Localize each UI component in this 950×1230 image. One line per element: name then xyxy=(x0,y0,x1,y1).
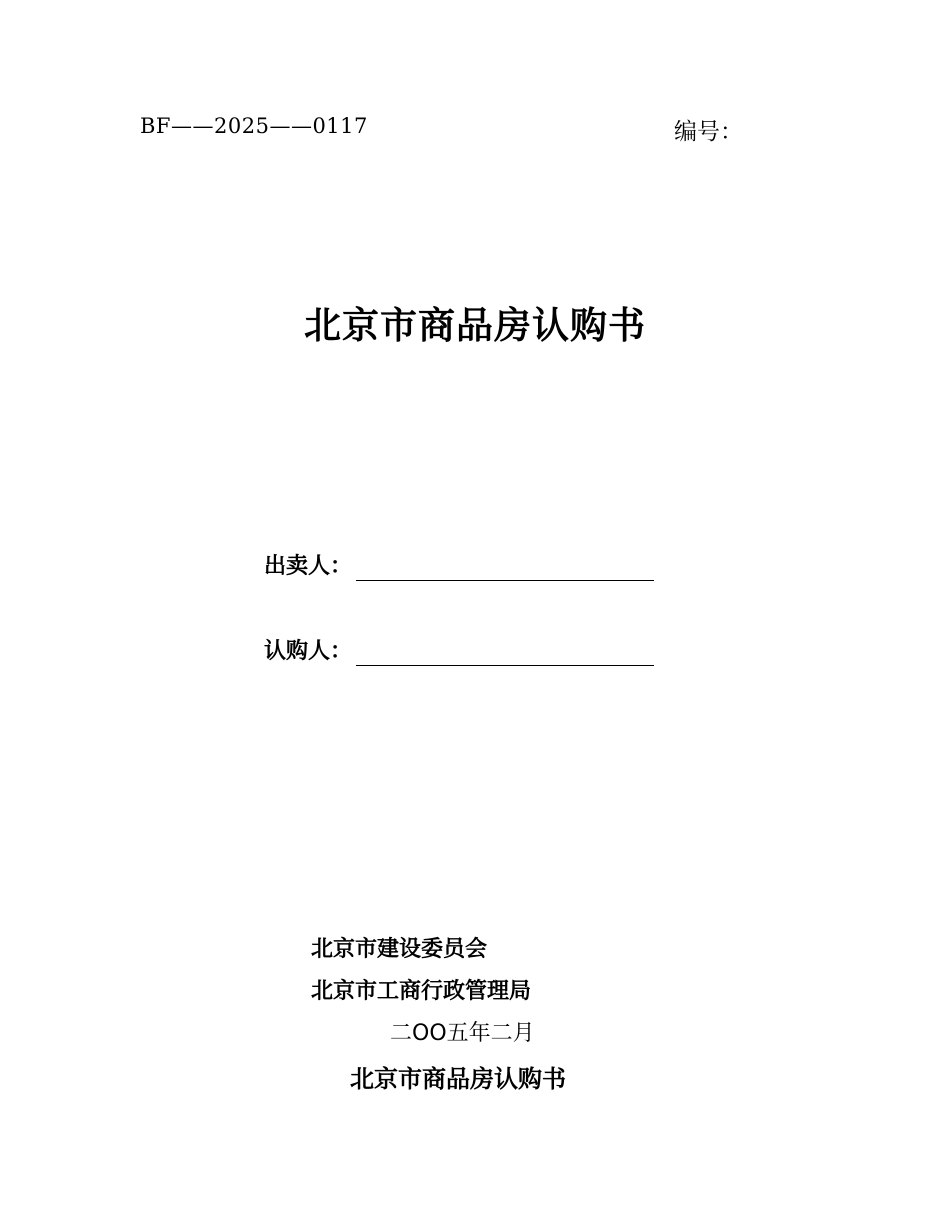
issue-date: 二OO五年二月 xyxy=(390,1021,535,1046)
issuer-construction-commission: 北京市建设委员会 xyxy=(311,937,488,962)
issuer-industry-commerce-bureau: 北京市工商行政管理局 xyxy=(311,979,532,1004)
seller-row xyxy=(264,545,654,581)
page-title: 北京市商品房认购书 xyxy=(304,304,646,347)
footer-title: 北京市商品房认购书 xyxy=(350,1065,566,1093)
seller-label: 出卖人： xyxy=(264,554,353,579)
serial-number-label: 编号： xyxy=(674,119,743,145)
document-code: BF——2025——0117 xyxy=(140,114,368,138)
buyer-row xyxy=(264,630,654,666)
seller-blank-line xyxy=(356,554,654,581)
buyer-blank-line xyxy=(356,639,654,666)
buyer-label: 认购人： xyxy=(264,639,353,664)
